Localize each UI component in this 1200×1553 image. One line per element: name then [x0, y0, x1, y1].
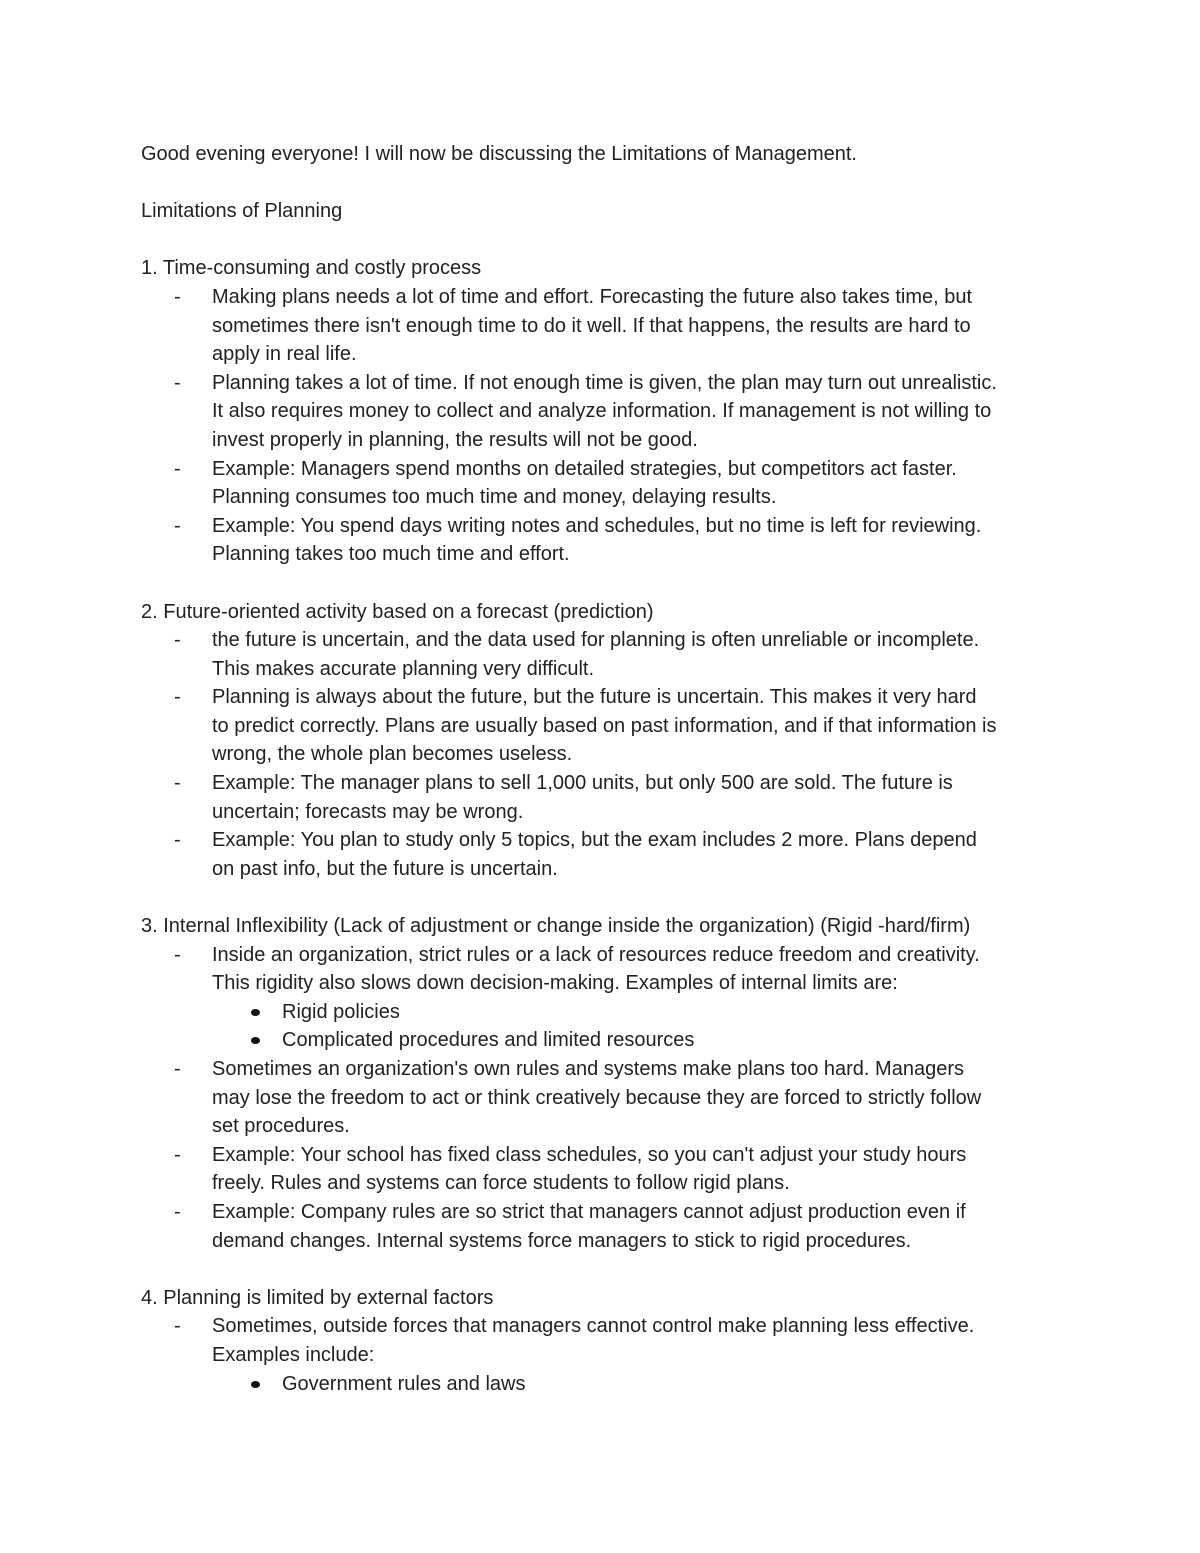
dash-marker: - — [174, 1315, 181, 1338]
line-text: This rigidity also slows down decision-making. Examples of internal limits are: — [212, 972, 898, 995]
line-text: to predict correctly. Plans are usually based on past information, and if that information is — [212, 714, 997, 737]
list-item — [141, 283, 1081, 369]
dash-marker: - — [174, 686, 181, 709]
dash-list — [141, 283, 1081, 569]
dash-marker: - — [174, 943, 181, 966]
spacer — [141, 569, 1081, 598]
dash-marker: - — [174, 772, 181, 795]
line-text: Examples include: — [212, 1343, 375, 1366]
list-item — [141, 683, 1081, 769]
bullet-list — [141, 1370, 1081, 1399]
bullet-text: Rigid policies — [282, 1000, 400, 1023]
list-item — [141, 512, 1081, 569]
line-text: Example: Managers spend months on detailed strategies, but competitors act faster. — [212, 457, 957, 480]
dash-marker: - — [174, 1200, 181, 1223]
line-text: Planning takes too much time and effort. — [212, 543, 570, 566]
list-item — [141, 626, 1081, 683]
section-4 — [141, 1284, 1081, 1398]
dash-marker: - — [174, 1143, 181, 1166]
bullet-item — [141, 998, 1081, 1027]
list-item — [141, 1312, 1081, 1369]
line-text: Example: You plan to study only 5 topics, but the exam includes 2 more. Plans depend — [212, 829, 977, 852]
dash-marker: - — [174, 514, 181, 537]
list-item — [141, 1198, 1081, 1255]
bullet-dot-icon — [251, 1009, 260, 1016]
dash-list — [141, 626, 1081, 883]
line-text: Example: Company rules are so strict that managers cannot adjust production even if — [212, 1200, 966, 1223]
line-text: Planning takes a lot of time. If not enough time is given, the plan may turn out unrealistic. — [212, 371, 997, 394]
spacer — [141, 169, 1081, 198]
bullet-text: Government rules and laws — [282, 1372, 526, 1395]
line-text: This makes accurate planning very difficult. — [212, 657, 595, 680]
line-text: Example: You spend days writing notes and schedules, but no time is left for reviewing. — [212, 514, 982, 537]
line-text: freely. Rules and systems can force students to follow rigid plans. — [212, 1172, 790, 1195]
line-text: invest properly in planning, the results will not be good. — [212, 428, 698, 451]
dash-marker: - — [174, 1058, 181, 1080]
dash-marker: - — [174, 629, 181, 652]
section-title: 2. Future-oriented activity based on a forecast (prediction) — [141, 600, 654, 623]
bullet-text: Complicated procedures and limited resources — [282, 1029, 695, 1052]
main-heading: Limitations of Planning — [141, 200, 343, 223]
dash-list — [141, 1312, 1081, 1369]
line-text: uncertain; forecasts may be wrong. — [212, 800, 524, 823]
dash-marker: - — [174, 371, 181, 394]
line-text: sometimes there isn't enough time to do it well. If that happens, the results are hard to — [212, 314, 971, 337]
line-text: Sometimes an organization's own rules and systems make plans too hard. Managers — [212, 1058, 964, 1080]
line-text: on past info, but the future is uncertain. — [212, 857, 558, 880]
line-text: Inside an organization, strict rules or a lack of resources reduce freedom and creativity. — [212, 943, 980, 966]
list-item — [141, 1141, 1081, 1198]
dash-marker: - — [174, 285, 181, 308]
spacer — [141, 226, 1081, 255]
line-text: wrong, the whole plan becomes useless. — [212, 743, 573, 766]
intro-paragraph: Good evening everyone! I will now be discussing the Limitations of Management. — [141, 143, 857, 165]
line-text: demand changes. Internal systems force managers to stick to rigid procedures. — [212, 1229, 912, 1252]
line-text: Example: Your school has fixed class schedules, so you can't adjust your study hours — [212, 1143, 967, 1166]
section-title: 4. Planning is limited by external factors — [141, 1286, 494, 1309]
dash-list — [141, 941, 1081, 998]
dash-marker: - — [174, 829, 181, 852]
spacer — [141, 1255, 1081, 1284]
dash-list — [141, 1055, 1081, 1255]
list-item — [141, 769, 1081, 826]
line-text: the future is uncertain, and the data used for planning is often unreliable or incomplete. — [212, 629, 980, 652]
list-item — [141, 369, 1081, 455]
line-text: may lose the freedom to act or think creatively because they are forced to strictly follow — [212, 1086, 982, 1109]
section-1 — [141, 254, 1081, 569]
line-text: Making plans needs a lot of time and effort. Forecasting the future also takes time, but — [212, 285, 973, 308]
bullet-dot-icon — [251, 1381, 260, 1388]
line-text: set procedures. — [212, 1115, 350, 1138]
bullet-item — [141, 1370, 1081, 1399]
list-item — [141, 941, 1081, 998]
bullet-item — [141, 1026, 1081, 1055]
line-text: Planning consumes too much time and money, delaying results. — [212, 486, 777, 509]
bullet-dot-icon — [251, 1037, 260, 1044]
section-title: 3. Internal Inflexibility (Lack of adjustment or change inside the organization) (Rigid -hard/firm) — [141, 915, 971, 938]
section-2 — [141, 598, 1081, 884]
line-text: Example: The manager plans to sell 1,000 units, but only 500 are sold. The future is — [212, 772, 953, 795]
line-text: It also requires money to collect and analyze information. If management is not willing to — [212, 400, 992, 423]
list-item — [141, 455, 1081, 512]
line-text: Sometimes, outside forces that managers cannot control make planning less effective. — [212, 1315, 975, 1338]
bullet-list — [141, 998, 1081, 1055]
section-title: 1. Time-consuming and costly process — [141, 257, 482, 280]
list-item — [141, 826, 1081, 883]
line-text: apply in real life. — [212, 343, 357, 366]
list-item — [141, 1055, 1081, 1141]
line-text: Planning is always about the future, but the future is uncertain. This makes it very hard — [212, 686, 977, 709]
section-3 — [141, 912, 1081, 1255]
document-content — [141, 140, 1081, 1398]
dash-marker: - — [174, 457, 181, 480]
spacer — [141, 883, 1081, 912]
